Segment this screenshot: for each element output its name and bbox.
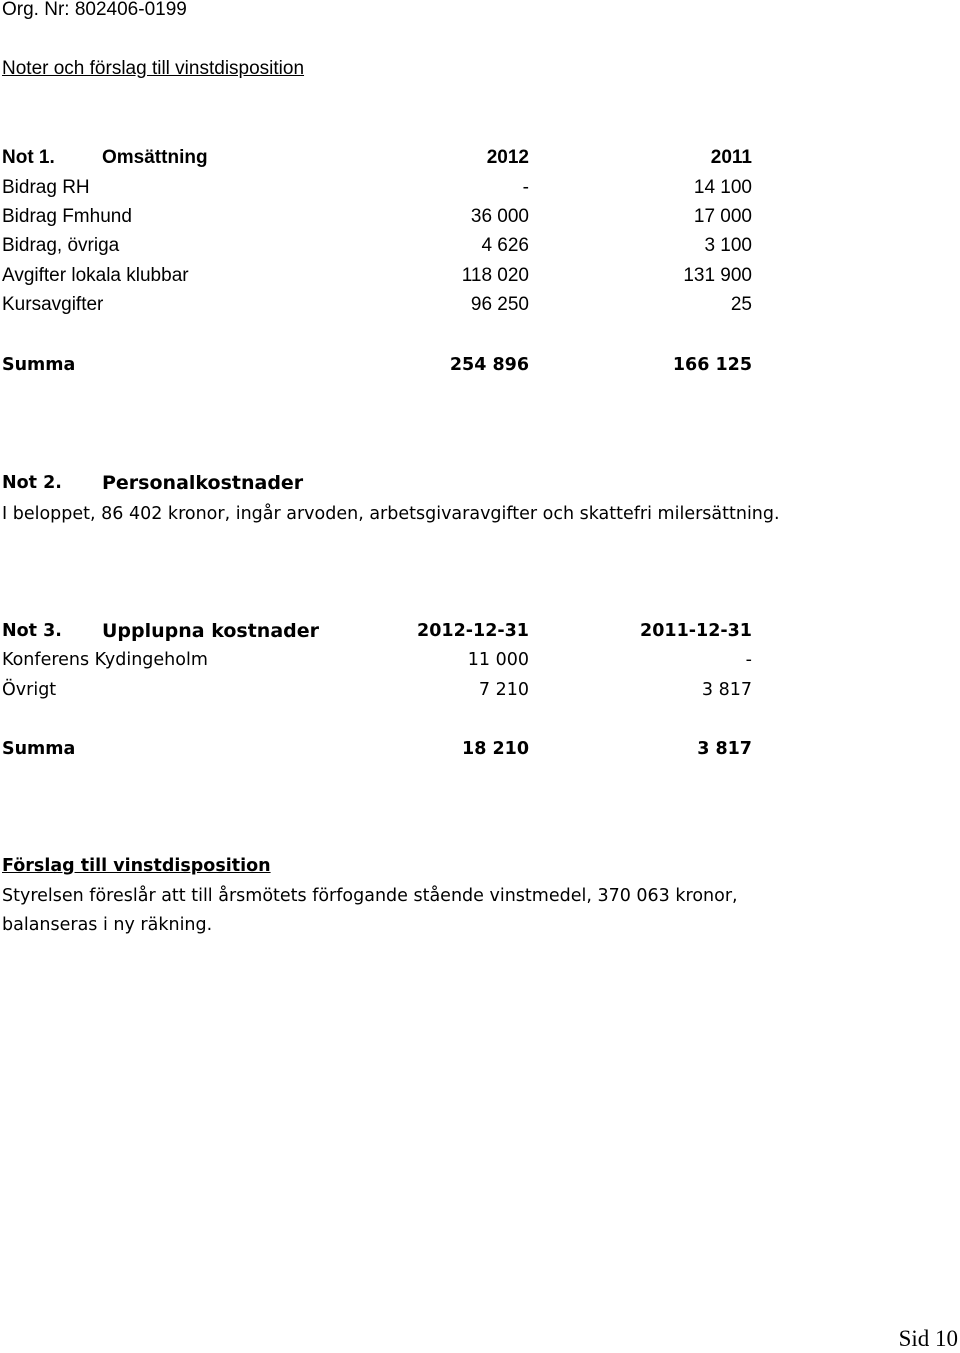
- not3-sum-2011: 3 817: [697, 739, 752, 759]
- row-value-2012: 96 250: [470, 294, 529, 315]
- row-label: Bidrag, övriga: [2, 235, 120, 256]
- row-label: Bidrag RH: [2, 177, 90, 198]
- not1-sum-label: Summa: [2, 355, 76, 375]
- row-value-2012: 4 626: [481, 235, 529, 256]
- not3-title: Upplupna kostnader: [102, 620, 320, 642]
- row-value-2011: 3 100: [704, 235, 752, 256]
- not2-label: Not 2.: [2, 473, 62, 493]
- not2-text: I beloppet, 86 402 kronor, ingår arvoden, arbetsgivaravgifter och skattefri milersättning.: [2, 504, 780, 524]
- row-label: Bidrag Fmhund: [2, 206, 132, 227]
- forslag-line-1: Styrelsen föreslår att till årsmötets förfogande stående vinstmedel, 370 063 kronor,: [2, 886, 738, 906]
- row-value-2011: 3 817: [701, 680, 752, 700]
- not1-sum-2012: 254 896: [449, 355, 529, 375]
- not1-col-2012: 2012: [486, 147, 529, 168]
- row-value-2012: 118 020: [461, 265, 529, 286]
- row-label: Konferens Kydingeholm: [2, 650, 208, 670]
- not1-sum-2011: 166 125: [672, 355, 752, 375]
- not3-sum-label: Summa: [2, 739, 76, 759]
- row-value-2011: 25: [730, 294, 752, 315]
- not3-col-2012: 2012-12-31: [417, 621, 529, 641]
- not3-sum-2012: 18 210: [462, 739, 529, 759]
- row-value-2012: 36 000: [470, 206, 529, 227]
- row-value-2012: 7 210: [478, 680, 529, 700]
- row-label: Övrigt: [2, 680, 57, 700]
- row-value-2012: 11 000: [467, 650, 529, 670]
- not3-label: Not 3.: [2, 621, 62, 641]
- page-number: Sid 10: [898, 1326, 958, 1351]
- org-number: Org. Nr: 802406-0199: [2, 0, 187, 20]
- not3-col-2011: 2011-12-31: [640, 621, 752, 641]
- not1-col-2011: 2011: [710, 147, 752, 168]
- not2-title: Personalkostnader: [102, 472, 304, 494]
- not1-title: Omsättning: [102, 147, 208, 168]
- row-value-2011: -: [745, 650, 752, 670]
- forslag-line-2: balanseras i ny räkning.: [2, 915, 213, 935]
- row-value-2011: 17 000: [693, 206, 752, 227]
- not1-label: Not 1.: [2, 147, 55, 168]
- page-title: Noter och förslag till vinstdisposition: [2, 58, 305, 79]
- row-value-2011: 131 900: [683, 265, 752, 286]
- row-label: Kursavgifter: [2, 294, 104, 315]
- row-value-2012: -: [522, 177, 529, 198]
- row-value-2011: 14 100: [693, 177, 752, 198]
- row-label: Avgifter lokala klubbar: [2, 265, 189, 286]
- forslag-title: Förslag till vinstdisposition: [2, 856, 271, 876]
